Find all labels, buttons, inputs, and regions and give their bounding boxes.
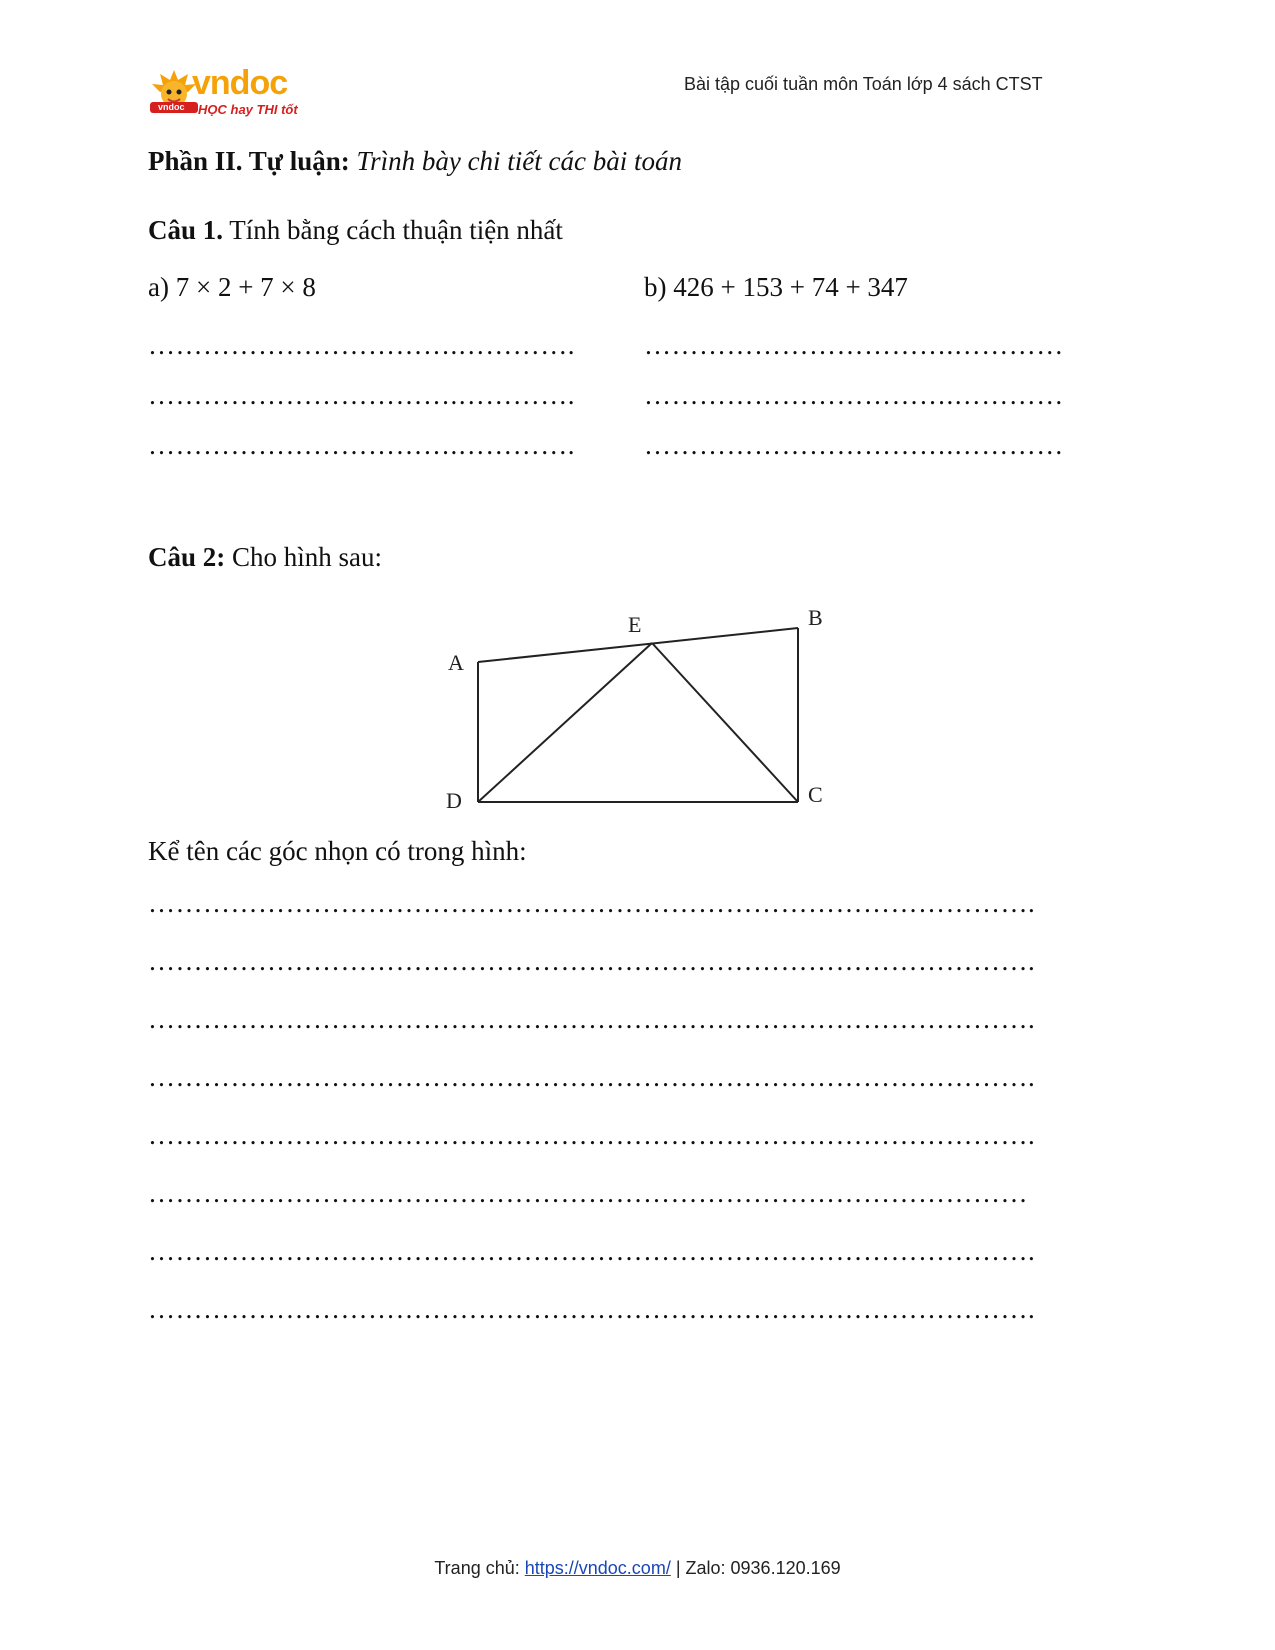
point-label-e: E xyxy=(628,612,642,637)
answer-line-1b-1: …………………………….………… xyxy=(644,330,1064,360)
question-1b: b) 426 + 153 + 74 + 347 xyxy=(644,272,908,302)
answer-line-2-1: ……………………………………………………………………………………. xyxy=(148,888,1036,918)
section-label: Phần II. Tự luận: xyxy=(148,146,350,176)
section-instruction: Trình bày chi tiết các bài toán xyxy=(356,146,683,176)
homepage-link[interactable]: https://vndoc.com/ xyxy=(524,1558,671,1578)
logo-wordmark: vndoc xyxy=(192,64,288,102)
question-1-heading xyxy=(148,215,563,246)
question-2-prompt: Kể tên các góc nhọn có trong hình: xyxy=(148,836,527,866)
answer-line-1b-2: …………………………….………… xyxy=(644,380,1064,410)
answer-line-2-7: ……………………………………………………………………………………. xyxy=(148,1236,1036,1266)
answer-line-2-6: …………………………………………………………………………………… xyxy=(148,1178,1028,1208)
footer-prefix: Trang chủ: xyxy=(434,1558,525,1578)
answer-line-1a-3: …………………………….…………. xyxy=(148,430,575,460)
segment-de xyxy=(478,643,652,802)
question-1a: a) 7 × 2 + 7 × 8 xyxy=(148,272,316,302)
point-label-d: D xyxy=(446,788,462,813)
footer-contact: | Zalo: 0936.120.169 xyxy=(670,1558,841,1578)
answer-line-2-8: ……………………………………………………………………………………. xyxy=(148,1294,1036,1324)
point-label-a: A xyxy=(448,650,464,675)
point-label-c: C xyxy=(808,782,823,807)
logo-tagline: HỌC hay THI tốt xyxy=(198,102,298,117)
answer-line-2-5: ……………………………………………………………………………………. xyxy=(148,1120,1036,1150)
segment-ce xyxy=(652,643,798,802)
question-2-heading xyxy=(148,542,382,573)
answer-line-1a-1: …………………………….…………. xyxy=(148,330,575,360)
point-label-b: B xyxy=(808,605,823,630)
question-2-text: Cho hình sau: xyxy=(232,542,383,572)
geometry-figure xyxy=(430,590,830,820)
answer-line-2-2: ……………………………………………………………………………………. xyxy=(148,946,1036,976)
answer-line-1b-3: …………………………….………… xyxy=(644,430,1064,460)
section-heading xyxy=(148,146,682,177)
answer-line-2-3: ……………………………………………………………………………………. xyxy=(148,1004,1036,1034)
answer-line-1a-2: …………………………….…………. xyxy=(148,380,575,410)
question-2-label: Câu 2: xyxy=(148,542,226,572)
vndoc-logo xyxy=(148,64,308,124)
question-1-label: Câu 1. xyxy=(148,215,224,245)
question-1-text: Tính bằng cách thuận tiện nhất xyxy=(229,215,563,245)
page-footer xyxy=(0,1558,1275,1579)
document-title: Bài tập cuối tuần môn Toán lớp 4 sách CTST xyxy=(684,74,1043,94)
answer-line-2-4: ……………………………………………………………………………………. xyxy=(148,1062,1036,1092)
logo-badge: vndoc xyxy=(158,102,185,112)
